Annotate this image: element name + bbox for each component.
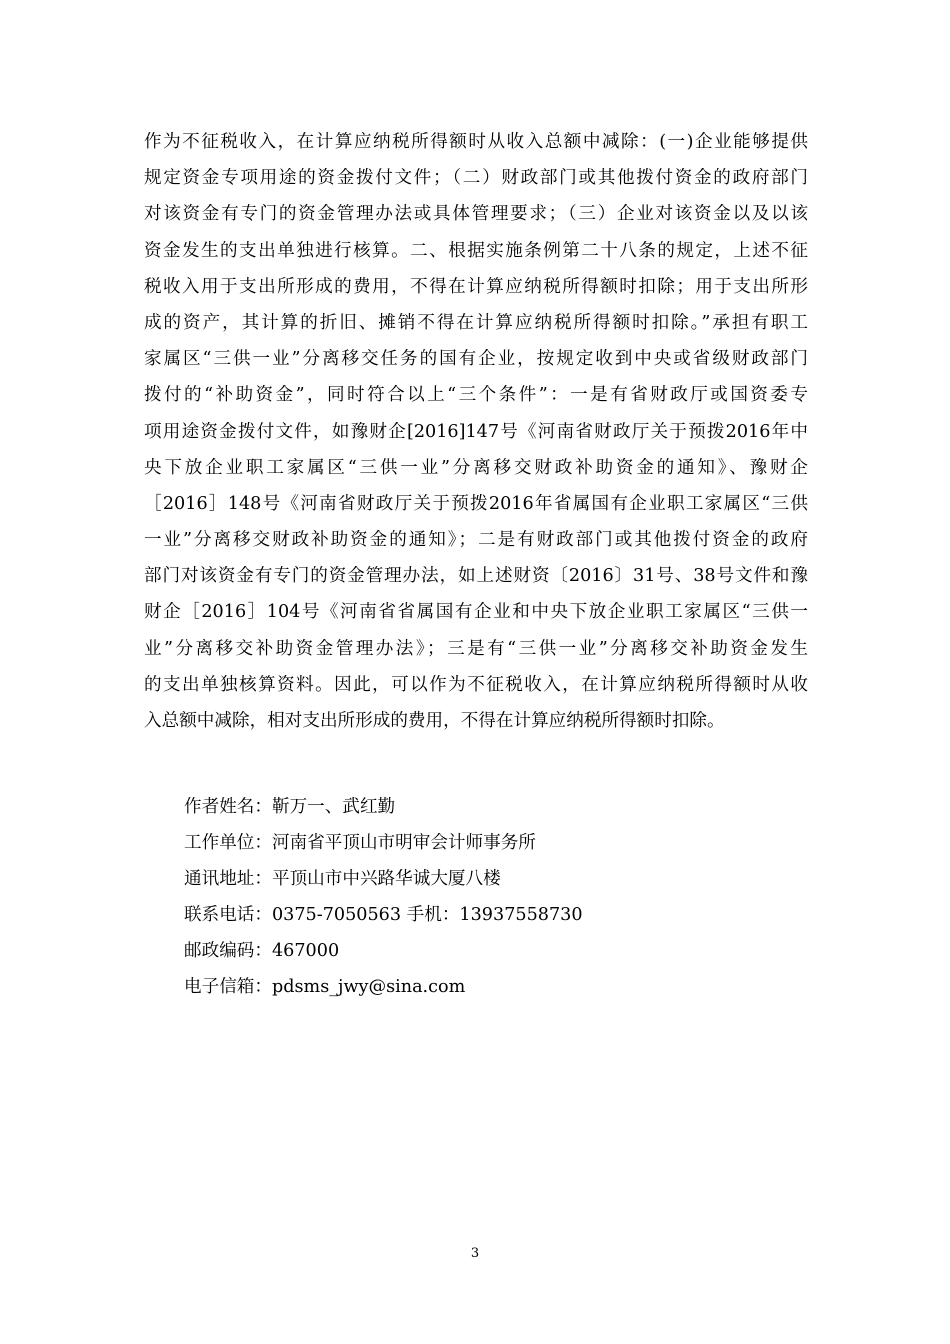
body-line: 作为不征税收入，在计算应纳税所得额时从收入总额中减除：(一)企业能够提供 [144,132,808,152]
body-line: 成的资产，其计算的折旧、摊销不得在计算应纳税所得额时扣除。”承担有职工 [144,312,808,333]
body-line: 家属区“三供一业”分离移交任务的国有企业，按规定收到中央或省级财政部门 [144,349,808,370]
body-line: 拨付的“补助资金”，同时符合以上“三个条件”：一是有省财政厅或国资委专 [144,385,808,406]
body-paragraph [144,124,808,739]
body-line: 财企［2016］104号《河南省省属国有企业和中央下放企业职工家属区“三供一 [144,602,808,623]
body-line: 税收入用于支出所形成的费用，不得在计算应纳税所得额时扣除；用于支出所形 [144,276,808,297]
address-line: 通讯地址：平顶山市中兴路华诚大厦八楼 [184,869,501,889]
author-info [184,789,784,1005]
body-line: 对该资金有专门的资金管理办法或具体管理要求；（三）企业对该资金以及以该 [144,204,808,225]
body-line: 部门对该资金有专门的资金管理办法，如上述财资〔2016〕31号、38号文件和豫 [144,566,808,587]
body-line: 资金发生的支出单独进行核算。二、根据实施条例第二十八条的规定，上述不征 [144,240,808,261]
phone-line: 联系电话：0375-7050563 手机：13937558730 [184,905,583,925]
body-line: ［2016］148号《河南省财政厅关于预拨2016年省属国有企业职工家属区“三供 [144,493,808,514]
email-line: 电子信箱：pdsms_jwy@sina.com [184,977,466,997]
body-line: 入总额中减除，相对支出所形成的费用，不得在计算应纳税所得额时扣除。 [144,711,725,731]
body-line: 项用途资金拨付文件，如豫财企[2016]147号《河南省财政厅关于预拨2016年中 [144,421,808,442]
work-unit-line: 工作单位：河南省平顶山市明审会计师事务所 [184,833,536,853]
body-line: 央下放企业职工家属区“三供一业”分离移交财政补助资金的通知》、豫财企 [144,457,808,478]
author-name-line: 作者姓名：靳万一、武红勤 [184,797,396,817]
page-number: 3 [470,1246,480,1261]
body-line: 规定资金专项用途的资金拨付文件；（二）财政部门或其他拨付资金的政府部门 [144,168,808,189]
postal-code-line: 邮政编码：467000 [184,941,340,961]
body-line: 一业”分离移交财政补助资金的通知》；二是有财政部门或其他拨付资金的政府 [144,530,808,551]
body-line: 业”分离移交补助资金管理办法》；三是有“三供一业”分离移交补助资金发生 [144,638,808,659]
body-line: 的支出单独核算资料。因此，可以作为不征税收入，在计算应纳税所得额时从收 [144,674,808,695]
